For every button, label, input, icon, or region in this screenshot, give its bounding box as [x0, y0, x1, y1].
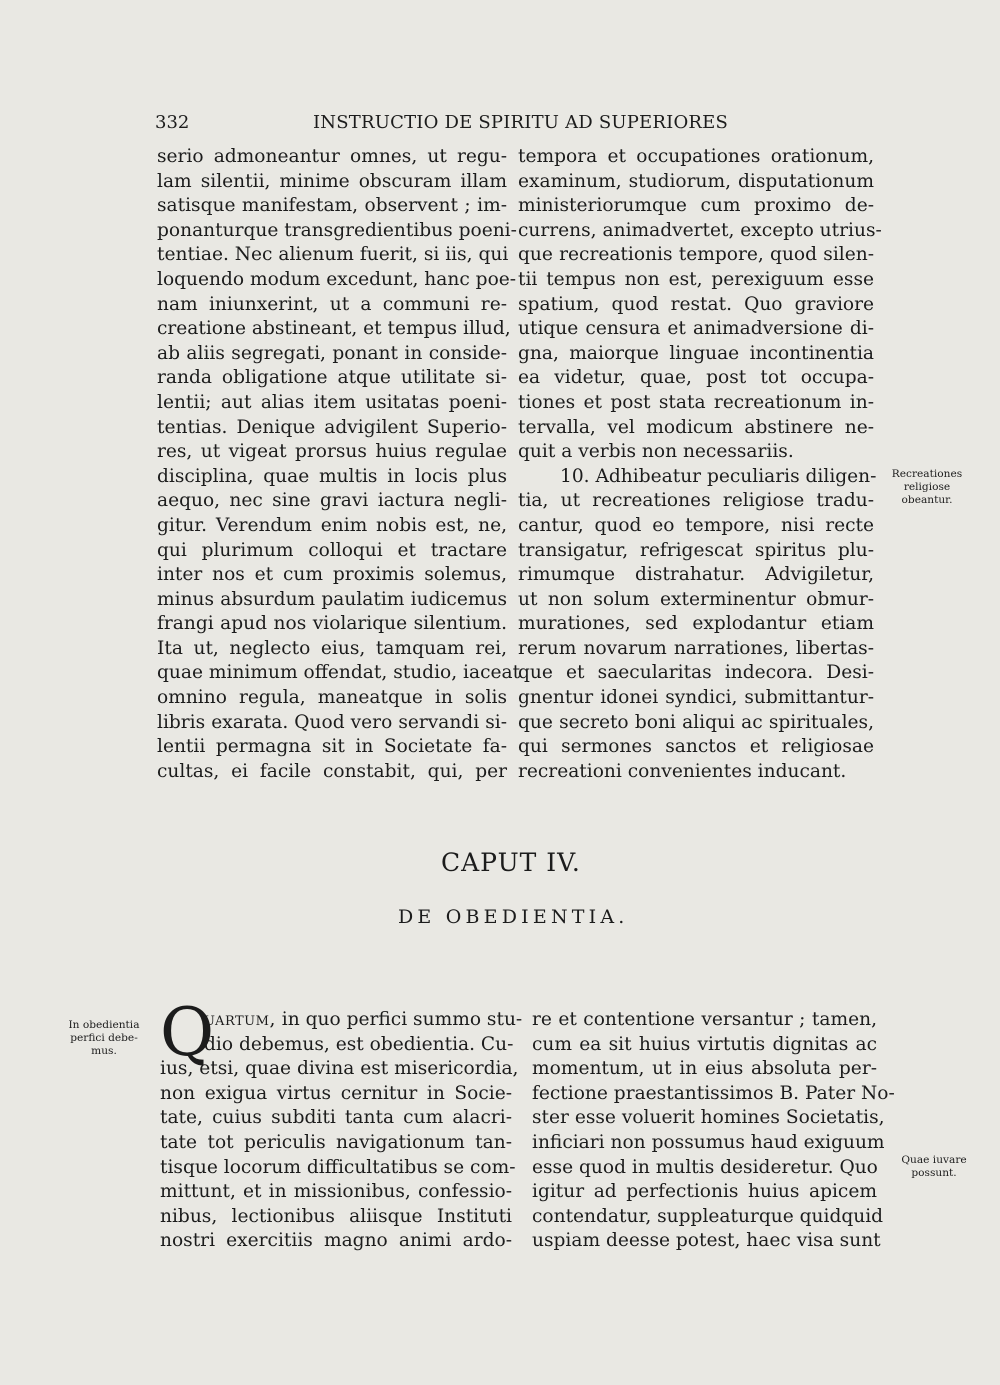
text-line: ut non solum exterminentur obmur- [518, 588, 874, 610]
text-column-right-bottom [532, 1008, 895, 1254]
text-line: mittunt, et in missionibus, confessio- [160, 1181, 512, 1203]
text-line: nibus, lectionibus aliisque Instituti [160, 1205, 512, 1227]
text-line: non exigua virtus cernitur in Socie- [160, 1082, 512, 1104]
text-line: res, ut vigeat prorsus huius regulae [157, 441, 507, 463]
text-line: dio debemus, est obedientia. Cu- [204, 1033, 514, 1055]
running-title: INSTRUCTIO DE SPIRITU AD SUPERIORES [313, 112, 729, 133]
text-line: tempora et occupationes orationum, [518, 146, 874, 167]
text-line: serio admoneantur omnes, ut regu- [157, 146, 507, 167]
text-line: uspiam deesse potest, haec visa sunt [532, 1230, 881, 1252]
text-line: randa obligatione atque utilitate si- [157, 367, 507, 389]
text-line: lentii; aut alias item usitatas poeni- [157, 391, 507, 413]
text-line: lam silentii, minime obscuram illam [157, 170, 507, 192]
marginal-line: perfici debe- [70, 1032, 138, 1044]
opening-word: uartum, [204, 1009, 276, 1030]
text-line: quae minimum offendat, studio, iaceat [157, 662, 521, 684]
text-line: creatione abstineant, et tempus illud, [157, 318, 511, 340]
text-line: contendatur, suppleaturque quidquid [532, 1205, 884, 1227]
text-line: que recreationis tempore, quod silen- [518, 244, 874, 266]
text-line: inficiari non possumus haud exiguum [532, 1131, 885, 1153]
text-line: gnentur idonei syndici, submittantur- [518, 687, 874, 709]
drop-cap: Q [160, 994, 215, 1071]
text-line: tiones et post stata recreationum in- [518, 391, 874, 413]
running-head [155, 112, 875, 138]
marginal-line: mus. [91, 1045, 117, 1057]
text-line: tentiae. Nec alienum fuerit, si iis, qui [157, 244, 509, 266]
marginal-line: Quae iuvare [901, 1154, 967, 1166]
opening-line-rest: in quo perfici summo stu- [275, 1009, 523, 1030]
text-line: ministeriorumque cum proximo de- [518, 195, 874, 217]
text-column-left-bottom [160, 1008, 523, 1254]
text-line: transigatur, refrigescat spiritus plu- [518, 539, 874, 561]
page-number: 332 [155, 112, 190, 133]
text-line: frangi apud nos violarique silentium. [157, 613, 507, 635]
text-line: ponanturque transgredientibus poeni- [157, 219, 517, 241]
chapter-subtitle: DE OBEDIENTIA. [398, 906, 629, 928]
marginal-line: religiose [903, 481, 951, 493]
text-line: disciplina, quae multis in locis plus [157, 465, 507, 487]
text-line: nam iniunxerint, ut a communi re- [157, 293, 507, 315]
text-line: libris exarata. Quod vero servandi si- [157, 711, 507, 733]
text-line: cultas, ei facile constabit, qui, per [157, 760, 507, 782]
text-column-right-top [518, 145, 882, 784]
text-line: recreationi convenientes inducant. [518, 760, 847, 782]
text-line: tate tot periculis navigationum tan- [160, 1131, 512, 1153]
text-line: rimumque distrahatur. Advigiletur, [518, 564, 874, 586]
text-line: murationes, sed explodantur etiam [518, 613, 874, 635]
text-line: que et saecularitas indecora. Desi- [518, 662, 874, 684]
text-line: que secreto boni aliqui ac spirituales, [518, 711, 874, 733]
text-line: tate, cuius subditi tanta cum alacri- [160, 1107, 512, 1129]
text-line: omnino regula, maneatque in solis [157, 687, 507, 709]
marginal-note-recreationes [885, 468, 969, 507]
text-line: cantur, quod eo tempore, nisi recte [518, 514, 874, 536]
text-line: momentum, ut in eius absoluta per- [532, 1058, 877, 1080]
marginal-note-obedientia [56, 1019, 152, 1058]
text-line: fectione praestantissimos B. Pater No- [532, 1082, 895, 1104]
text-line: tia, ut recreationes religiose tradu- [518, 490, 874, 512]
text-line: re et contentione versantur ; tamen, [532, 1009, 877, 1030]
text-line: tervalla, vel modicum abstinere ne- [518, 416, 874, 438]
text-line: tisque locorum difficultatibus se com- [160, 1156, 516, 1178]
text-line: qui plurimum colloqui et tractare [157, 539, 507, 561]
text-line: minus absurdum paulatim iudicemus [157, 588, 507, 610]
text-line: spatium, quod restat. Quo graviore [518, 293, 874, 315]
chapter-title: CAPUT IV. [441, 848, 581, 877]
text-line: inter nos et cum proximis solemus, [157, 564, 507, 586]
text-line: quit a verbis non necessariis. [518, 441, 794, 463]
text-line: qui sermones sanctos et religiosae [518, 736, 874, 758]
text-line: utique censura et animadversione di- [518, 318, 874, 340]
text-line: satisque manifestam, observent ; im- [157, 195, 507, 217]
text-line: tii tempus non est, perexiguum esse [518, 268, 874, 290]
text-line: ster esse voluerit homines Societatis, [532, 1107, 885, 1129]
marginal-line: Recreationes [891, 468, 963, 480]
text-line [160, 1008, 523, 1033]
text-line: lentii permagna sit in Societate fa- [157, 736, 507, 758]
text-line: currens, animadvertet, excepto utrius- [518, 219, 882, 241]
text-line: igitur ad perfectionis huius apicem [532, 1181, 877, 1203]
text-column-left-top [157, 145, 521, 784]
text-line: ea videtur, quae, post tot occupa- [518, 367, 874, 389]
text-line: Ita ut, neglecto eius, tamquam rei, [157, 637, 507, 659]
text-line: tentias. Denique advigilent Superio- [157, 416, 507, 438]
text-line: aequo, nec sine gravi iactura negli- [157, 490, 507, 512]
text-line: loquendo modum excedunt, hanc poe- [157, 268, 517, 290]
text-line: cum ea sit huius virtutis dignitas ac [532, 1033, 877, 1055]
text-line: examinum, studiorum, disputationum [518, 170, 874, 192]
marginal-line: obeantur. [901, 494, 953, 506]
text-line: ius, etsi, quae divina est misericordia, [160, 1058, 519, 1080]
text-line: ab aliis segregati, ponant in conside- [157, 342, 507, 364]
text-line: nostri exercitiis magno animi ardo- [160, 1230, 512, 1252]
text-line: gitur. Verendum enim nobis est, ne, [157, 514, 507, 536]
text-line: rerum novarum narrationes, libertas- [518, 637, 874, 659]
text-line: esse quod in multis desideretur. Quo [532, 1156, 878, 1178]
text-line: 10. Adhibeatur peculiaris diligen- [560, 465, 877, 487]
text-line: gna, maiorque linguae incontinentia [518, 342, 874, 364]
marginal-note-quae-iuvare [893, 1154, 975, 1180]
marginal-line: In obedientia [68, 1019, 140, 1031]
marginal-line: possunt. [911, 1167, 957, 1179]
